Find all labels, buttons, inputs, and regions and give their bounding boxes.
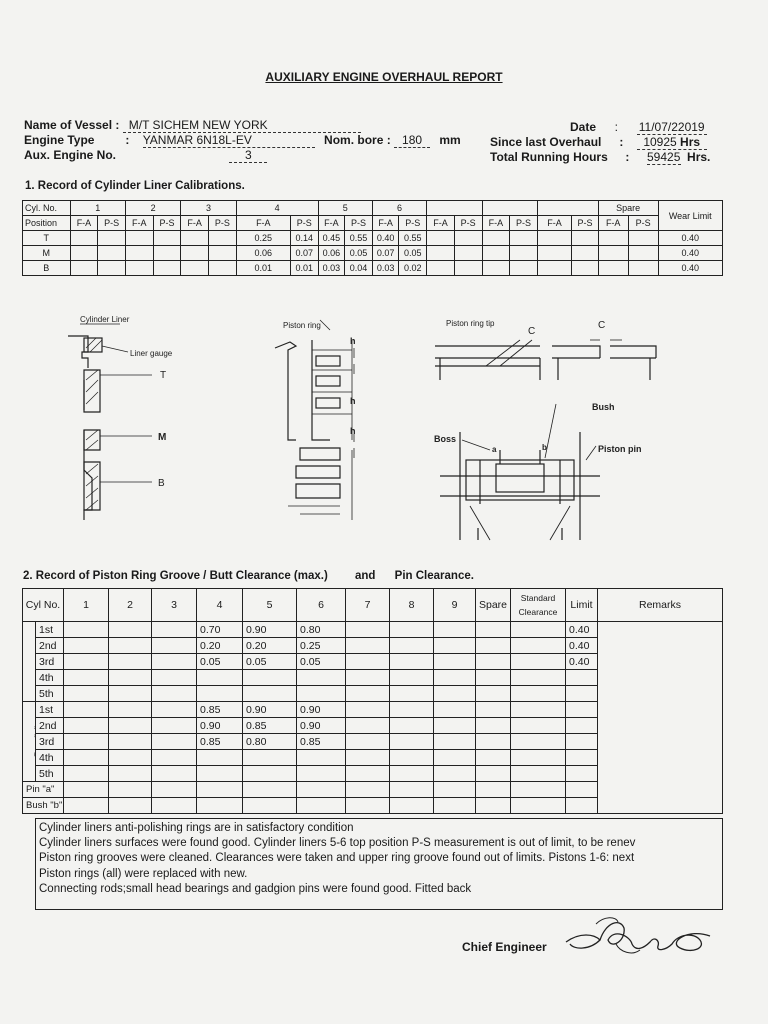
ps-header: P-S: [510, 216, 538, 231]
section1-title: 1. Record of Cylinder Liner Calibrations.: [25, 180, 245, 192]
wear-limit-cell: 0.40: [658, 246, 722, 261]
cyl-2-header: 2: [125, 201, 180, 216]
value-cell: 0.85: [297, 734, 346, 750]
value-cell: [181, 231, 209, 246]
wear-limit-header: Wear Limit: [658, 201, 722, 231]
ps-header: P-S: [153, 216, 181, 231]
spare-header: Spare: [598, 201, 658, 216]
std-line-2: Clearance: [518, 607, 558, 617]
aux-engine-label: Aux. Engine No.: [24, 148, 117, 162]
value-cell: [572, 246, 599, 261]
value-cell: 0.20: [243, 638, 297, 654]
value-cell: [70, 231, 98, 246]
b-label: b: [542, 443, 547, 452]
pos-b-label: B: [158, 478, 165, 489]
limit-cell: [566, 686, 598, 702]
col-8-header: 8: [390, 589, 434, 622]
aux-engine-row: [24, 148, 267, 163]
col-6-header: 6: [297, 589, 346, 622]
section2-title-text: 2. Record of Piston Ring Groove / Butt Clearance (max.): [23, 570, 328, 582]
ps-header: P-S: [98, 216, 126, 231]
value-cell: [537, 231, 571, 246]
report-title: AUXILIARY ENGINE OVERHAUL REPORT: [265, 70, 503, 84]
cyl-no-header: Cyl. No.: [23, 201, 71, 216]
vessel-label: Name of Vessel :: [24, 118, 120, 132]
value-cell: 0.07: [290, 246, 318, 261]
grooves-group-label: [23, 622, 36, 702]
h-label-1: h: [350, 336, 356, 346]
value-cell: 0.90: [297, 718, 346, 734]
limit-cell: [566, 670, 598, 686]
value-cell: 0.90: [197, 718, 243, 734]
value-cell: 0.45: [318, 231, 345, 246]
ps-header: P-S: [399, 216, 427, 231]
fa-header: F-A: [125, 216, 153, 231]
value-cell: 0.03: [372, 261, 399, 276]
running-sep: :: [625, 150, 630, 164]
overhaul-label: Since last Overhaul: [490, 135, 602, 149]
value-cell: 0.06: [236, 246, 290, 261]
value-cell: [70, 261, 98, 276]
pos-m-label: M: [158, 432, 167, 443]
row-label: 3rd: [36, 654, 64, 670]
date-value: 11/07/22019: [637, 120, 707, 135]
groove-row-1st: [23, 622, 723, 638]
ps-header: P-S: [290, 216, 318, 231]
limit-cell: 0.40: [566, 622, 598, 638]
a-label: a: [492, 445, 497, 454]
section2-and: and: [355, 570, 376, 582]
value-cell: [482, 231, 510, 246]
pin-a-label: Pin "a": [23, 782, 64, 798]
value-cell: 0.05: [243, 654, 297, 670]
aux-engine-value: 3: [229, 148, 267, 163]
nom-bore-label: Nom. bore :: [324, 133, 391, 147]
remarks-box: [35, 818, 723, 910]
value-cell: [454, 246, 482, 261]
value-cell: 0.07: [372, 246, 399, 261]
value-cell: [297, 750, 346, 766]
wear-limit-cell: 0.40: [658, 231, 722, 246]
fa-header: F-A: [482, 216, 510, 231]
value-cell: [209, 246, 237, 261]
value-cell: [98, 231, 126, 246]
signature-graphic: [560, 910, 720, 962]
engine-type-sep: :: [125, 133, 130, 147]
value-cell: [482, 261, 510, 276]
h-label-3: h: [350, 426, 356, 436]
overhaul-unit: Hrs: [680, 135, 701, 149]
value-cell: 0.02: [399, 261, 427, 276]
liner-row-m: [23, 246, 723, 261]
value-cell: [181, 246, 209, 261]
nom-bore-unit: mm: [439, 133, 461, 147]
liner-row-t: [23, 231, 723, 246]
value-cell: 0.05: [297, 654, 346, 670]
bush-b-label: Bush "b": [23, 798, 64, 814]
running-label: Total Running Hours: [490, 150, 608, 164]
value-cell: [243, 766, 297, 782]
value-cell: [598, 246, 628, 261]
position-header: Position: [23, 216, 71, 231]
value-cell: [537, 261, 571, 276]
ps-header: P-S: [628, 216, 658, 231]
vessel-row: [24, 118, 361, 133]
value-cell: 0.01: [290, 261, 318, 276]
row-label: 5th: [36, 686, 64, 702]
value-cell: [153, 231, 181, 246]
clearance-header-row: [23, 589, 723, 622]
standard-clearance-header: [511, 589, 566, 622]
butt-group-label: Butt "c": [23, 702, 36, 782]
liner-calibration-table: [22, 200, 723, 276]
bush-label: Bush: [592, 402, 615, 412]
h-label-2: h: [350, 396, 356, 406]
value-cell: [98, 246, 126, 261]
liner-gauge-label: Liner gauge: [130, 349, 173, 358]
col-5-header: 5: [243, 589, 297, 622]
col-2-header: 2: [109, 589, 152, 622]
value-cell: 0.55: [345, 231, 373, 246]
fa-header: F-A: [372, 216, 399, 231]
ps-header: P-S: [345, 216, 373, 231]
fa-header: F-A: [537, 216, 571, 231]
row-label: 2nd: [36, 718, 64, 734]
fa-header: F-A: [236, 216, 290, 231]
value-cell: 0.01: [236, 261, 290, 276]
ps-header: P-S: [572, 216, 599, 231]
value-cell: [598, 261, 628, 276]
value-cell: [125, 246, 153, 261]
value-cell: 0.05: [399, 246, 427, 261]
overhaul-sep: :: [619, 135, 624, 149]
value-cell: 0.05: [197, 654, 243, 670]
ps-header: P-S: [209, 216, 237, 231]
ps-header: P-S: [454, 216, 482, 231]
cyl-no-header: Cyl No.: [23, 589, 64, 622]
position-cell: B: [23, 261, 71, 276]
value-cell: [197, 766, 243, 782]
remark-line: Piston rings (all) were replaced with new.: [39, 867, 248, 880]
limit-cell: 0.40: [566, 638, 598, 654]
col-4-header: 4: [197, 589, 243, 622]
value-cell: [153, 246, 181, 261]
remarks-header: Remarks: [598, 589, 723, 622]
engine-type-row: [24, 133, 461, 148]
value-cell: [628, 246, 658, 261]
cyl-4-header: 4: [236, 201, 318, 216]
value-cell: [510, 261, 538, 276]
value-cell: [510, 231, 538, 246]
row-label: 1st: [36, 702, 64, 718]
cyl-6-header: 6: [372, 201, 426, 216]
piston-ring-diagram: [275, 320, 354, 520]
value-cell: [572, 231, 599, 246]
value-cell: 0.25: [297, 638, 346, 654]
value-cell: [125, 261, 153, 276]
piston-ring-title: Piston ring: [283, 321, 321, 330]
value-cell: 0.90: [297, 702, 346, 718]
fa-header: F-A: [598, 216, 628, 231]
value-cell: [598, 231, 628, 246]
value-cell: [125, 231, 153, 246]
limit-header: Limit: [566, 589, 598, 622]
fa-header: F-A: [318, 216, 345, 231]
value-cell: [243, 750, 297, 766]
remark-line: Connecting rods;small head bearings and gadgion pins were found good. Fitted back: [39, 882, 472, 895]
value-cell: 0.06: [318, 246, 345, 261]
position-cell: M: [23, 246, 71, 261]
value-cell: 0.20: [197, 638, 243, 654]
wear-limit-cell: 0.40: [658, 261, 722, 276]
value-cell: [572, 261, 599, 276]
engine-type-label: Engine Type: [24, 133, 95, 147]
value-cell: 0.90: [243, 702, 297, 718]
pos-t-label: T: [160, 370, 167, 381]
std-line-1: Standard: [520, 593, 556, 603]
date-sep: :: [614, 120, 619, 134]
value-cell: [181, 261, 209, 276]
boss-label: Boss: [434, 434, 457, 444]
remark-line: Piston ring grooves were cleaned. Clearances were taken and upper ring groove found out of limits. Pistons 1-6: next: [39, 852, 635, 865]
fa-header: F-A: [181, 216, 209, 231]
row-label: 1st: [36, 622, 64, 638]
value-cell: [197, 750, 243, 766]
col-3-header: 3: [152, 589, 197, 622]
value-cell: [197, 686, 243, 702]
overhaul-row: [490, 135, 707, 150]
cyl-5-header: 5: [318, 201, 372, 216]
cyl-1-header: 1: [70, 201, 125, 216]
c-label-2: C: [598, 320, 606, 331]
section2-title: [23, 570, 474, 582]
value-cell: 0.05: [345, 246, 373, 261]
overhaul-number: 10925: [643, 135, 677, 149]
value-cell: 0.04: [345, 261, 373, 276]
value-cell: 0.85: [197, 734, 243, 750]
value-cell: [427, 261, 455, 276]
value-cell: 0.03: [318, 261, 345, 276]
value-cell: [454, 231, 482, 246]
value-cell: [427, 231, 455, 246]
remark-line: Cylinder liners anti-polishing rings are in satisfactory condition: [39, 822, 354, 834]
nom-bore-value: 180: [394, 133, 430, 148]
overhaul-diagrams: [0, 300, 768, 570]
overhaul-value: [637, 135, 707, 150]
value-cell: [297, 670, 346, 686]
engine-type-value: YANMAR 6N18L-EV: [143, 133, 315, 148]
value-cell: 0.14: [290, 231, 318, 246]
row-label: 4th: [36, 670, 64, 686]
value-cell: [628, 231, 658, 246]
col-1-header: 1: [64, 589, 109, 622]
section2-pin-title: Pin Clearance.: [394, 570, 474, 582]
value-cell: [98, 261, 126, 276]
value-cell: [482, 246, 510, 261]
col-7-header: 7: [346, 589, 390, 622]
value-cell: [209, 231, 237, 246]
cyl-3-header: 3: [181, 201, 236, 216]
value-cell: [628, 261, 658, 276]
position-cell: T: [23, 231, 71, 246]
value-cell: [70, 246, 98, 261]
liner-diagram-title: Cylinder Liner: [80, 315, 130, 324]
value-cell: [243, 686, 297, 702]
ring-clearance-table: [22, 588, 723, 814]
row-label: 4th: [36, 750, 64, 766]
remark-line: Cylinder liners surfaces were found good. Cylinder liners 5-6 top position P-S measurement is out of limit, to be renev: [39, 837, 636, 850]
value-cell: [537, 246, 571, 261]
value-cell: [427, 246, 455, 261]
value-cell: [454, 261, 482, 276]
running-value: 59425: [647, 150, 681, 164]
value-cell: 0.70: [197, 622, 243, 638]
value-cell: 0.80: [297, 622, 346, 638]
liner-header-row-2: [23, 216, 723, 231]
vessel-value: M/T SICHEM NEW YORK: [123, 118, 361, 133]
value-cell: 0.90: [243, 622, 297, 638]
col-9-header: 9: [434, 589, 476, 622]
value-cell: 0.40: [372, 231, 399, 246]
value-cell: [297, 686, 346, 702]
limit-cell: 0.40: [566, 654, 598, 670]
value-cell: [297, 766, 346, 782]
value-cell: 0.80: [243, 734, 297, 750]
liner-header-row-1: [23, 201, 723, 216]
row-label: 3rd: [36, 734, 64, 750]
value-cell: [209, 261, 237, 276]
remarks-cell: [598, 622, 723, 814]
chief-engineer-label: Chief Engineer: [462, 940, 547, 954]
fa-header: F-A: [70, 216, 98, 231]
value-cell: [243, 670, 297, 686]
running-unit: Hrs.: [687, 150, 711, 164]
value-cell: [153, 261, 181, 276]
value-cell: [510, 246, 538, 261]
row-label: 5th: [36, 766, 64, 782]
value-cell: 0.55: [399, 231, 427, 246]
piston-pin-label: Piston pin: [598, 444, 642, 454]
spare-header: Spare: [476, 589, 511, 622]
value-cell: [197, 670, 243, 686]
cyl-7-header: [427, 201, 482, 216]
value-cell: 0.85: [197, 702, 243, 718]
c-label-1: C: [528, 326, 536, 337]
liner-row-b: [23, 261, 723, 276]
cyl-9-header: [537, 201, 598, 216]
date-label: Date: [569, 120, 596, 134]
row-label: 2nd: [36, 638, 64, 654]
cyl-8-header: [482, 201, 537, 216]
value-cell: 0.85: [243, 718, 297, 734]
ring-tip-title: Piston ring tip: [446, 319, 495, 328]
value-cell: 0.25: [236, 231, 290, 246]
date-row: [490, 120, 707, 135]
piston-ring-tip-diagram: [435, 340, 656, 540]
running-hours-row: [490, 150, 710, 165]
fa-header: F-A: [427, 216, 455, 231]
